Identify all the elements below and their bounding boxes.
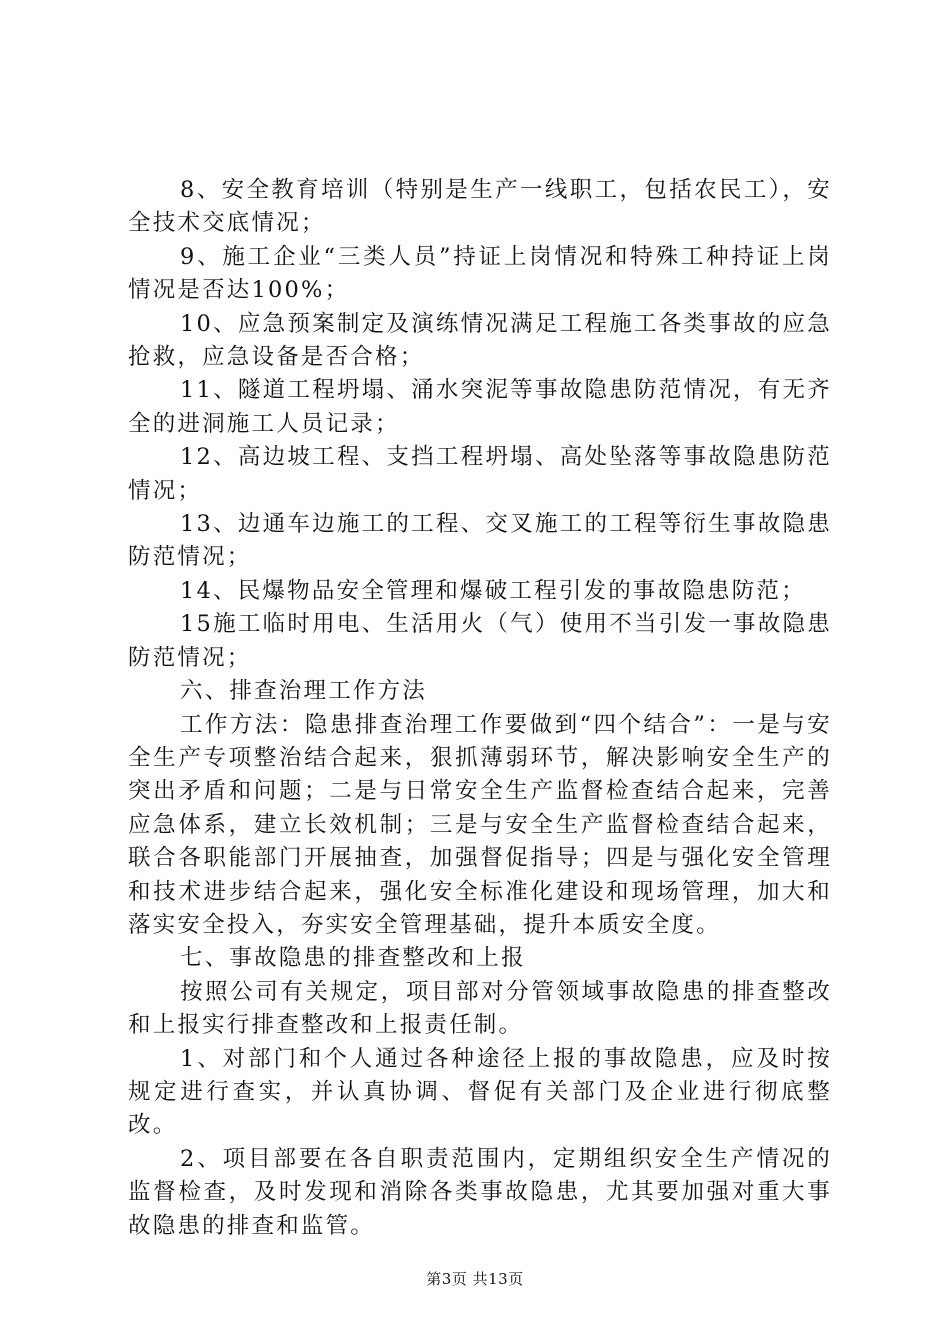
paragraph-item-10: 10、应急预案制定及演练情况满足工程施工各类事故的应急抢救，应急设备是否合格； bbox=[128, 310, 832, 371]
paragraph-work-method: 工作方法：隐患排查治理工作要做到“四个结合”：一是与安全生产专项整治结合起来，狠抓薄弱环节，解决影响安全生产的突出矛盾和问题；二是与日常安全生产监督检查结合起来，完善应急体系，建立长效机制；三是与安全生产监督检查结合起来，联合各职能部门开展抽查，加强督促指导；四是与强化安全管理和技术进步结合起来，强化安全标准化建设和现场管理，加大和落实安全投入，夯实安全管理基础，提升本质安全度。 bbox=[128, 711, 832, 938]
page-footer: 第3页 共13页 bbox=[426, 1270, 524, 1288]
section-heading-7: 七、事故隐患的排查整改和上报 bbox=[180, 945, 526, 972]
paragraph-item-8: 8、安全教育培训（特别是生产一线职工，包括农民工），安全技术交底情况； bbox=[128, 177, 832, 237]
paragraph-item-15: 15施工临时用电、生活用火（气）使用不当引发一事故隐患防范情况； bbox=[128, 611, 832, 671]
paragraph-item-12: 12、高边坡工程、支挡工程坍塌、高处坠落等事故隐患防范情况； bbox=[128, 444, 832, 504]
paragraph-company-rules: 按照公司有关规定，项目部对分管领域事故隐患的排查整改和上报实行排查整改和上报责任制。 bbox=[128, 978, 832, 1039]
paragraph-rule-1: 1、对部门和个人通过各种途径上报的事故隐患，应及时按规定进行查实，并认真协调、督促有关部门及企业进行彻底整改。 bbox=[128, 1045, 832, 1139]
section-heading-6: 六、排查治理工作方法 bbox=[180, 678, 428, 705]
paragraph-item-13: 13、边通车边施工的工程、交叉施工的工程等衍生事故隐患防范情况； bbox=[128, 511, 832, 571]
paragraph-item-11: 11、隧道工程坍塌、涌水突泥等事故隐患防范情况，有无齐全的进洞施工人员记录； bbox=[128, 377, 832, 437]
paragraph-rule-2: 2、项目部要在各自职责范围内，定期组织安全生产情况的监督检查，及时发现和消除各类事故隐患，尤其要加强对重大事故隐患的排查和监管。 bbox=[128, 1145, 832, 1239]
paragraph-item-14: 14、民爆物品安全管理和爆破工程引发的事故隐患防范； bbox=[180, 577, 806, 604]
document-body bbox=[128, 174, 832, 1243]
paragraph-item-9: 9、施工企业“三类人员”持证上岗情况和特殊工种持证上岗情况是否达100%； bbox=[128, 243, 832, 304]
